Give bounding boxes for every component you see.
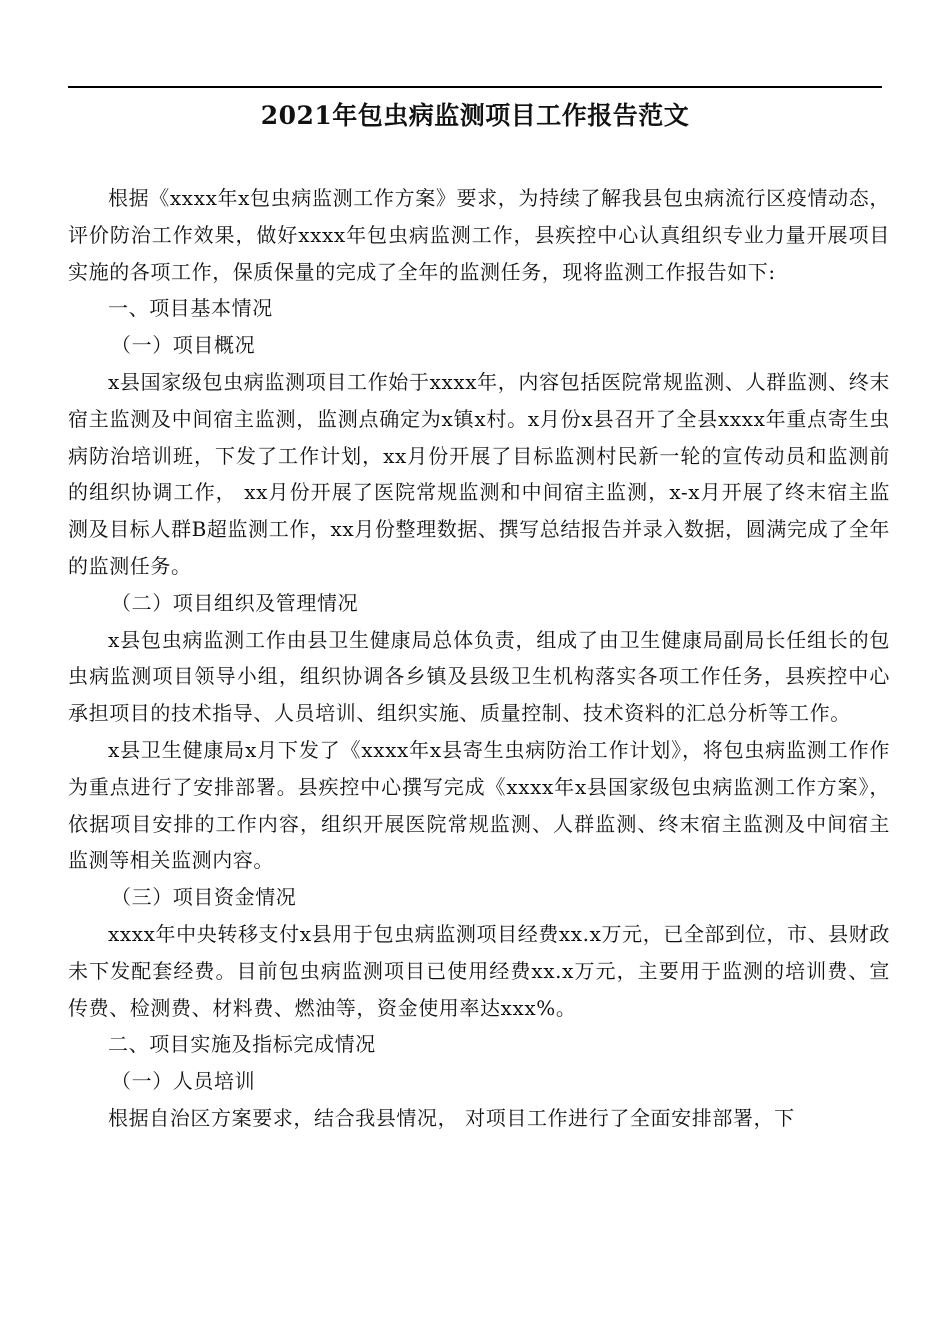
section-1-1-paragraph: x县国家级包虫病监测项目工作始于xxxx年，内容包括医院常规监测、人群监测、终末宿主监测及中间宿主监测，监测点确定为x镇x村。x月份x县召开了全县xxxx年重点寄生虫病防治培训班，下发了工作计划，xx月份开展了目标监测村民新一轮的宣传动员和监测前的组织协调工作， xx月份开展了医院常规监测和中间宿主监测，x-x月开展了终末宿主监测及目标人群B超监测工作，xx月份整理数据、撰写总结报告并录入数据，圆满完成了全年的监测任务。 (68, 369, 890, 578)
section-1-3-paragraph: xxxx年中央转移支付x县用于包虫病监测项目经费xx.x万元，已全部到位，市、县财政未下发配套经费。目前包虫病监测项目已使用经费xx.x万元，主要用于监测的培训费、宣传费、检测费、材料费、燃油等，资金使用率达xxx%。 (68, 921, 890, 1020)
section-2-heading: 二、项目实施及指标完成情况 (108, 1032, 376, 1057)
section-1-3-heading: （三）项目资金情况 (111, 885, 297, 910)
document-body (68, 180, 890, 1137)
section-1-2-paragraph-1: x县包虫病监测工作由县卫生健康局总体负责，组成了由卫生健康局副局长任组长的包虫病监测项目领导小组，组织协调各乡镇及县级卫生机构落实各项工作任务，县疾控中心承担项目的技术指导、人员培训、组织实施、质量控制、技术资料的汇总分析等工作。 (68, 627, 890, 726)
section-1-2-heading: （二）项目组织及管理情况 (111, 590, 359, 615)
header-rule (68, 86, 882, 88)
intro-paragraph: 根据《xxxx年x包虫病监测工作方案》要求，为持续了解我县包虫病流行区疫情动态，评价防治工作效果，做好xxxx年包虫病监测工作，县疾控中心认真组织专业力量开展项目实施的各项工作，保质保量的完成了全年的监测任务，现将监测工作报告如下: (68, 186, 890, 284)
section-2-1-paragraph: 根据自治区方案要求，结合我县情况， 对项目工作进行了全面安排部署，下 (108, 1105, 795, 1130)
section-1-1-heading: （一）项目概况 (111, 333, 256, 358)
section-1-2-paragraph-2: x县卫生健康局x月下发了《xxxx年x县寄生虫病防治工作计划》，将包虫病监测工作作为重点进行了安排部署。县疾控中心撰写完成《xxxx年x县国家级包虫病监测工作方案》，依据项目安排的工作内容，组织开展医院常规监测、人群监测、终末宿主监测及中间宿主监测等相关监测内容。 (68, 737, 890, 873)
section-1-heading: 一、项目基本情况 (108, 296, 273, 321)
section-2-1-heading: （一）人员培训 (111, 1069, 256, 1094)
document-title: 2021年包虫病监测项目工作报告范文 (260, 101, 690, 130)
